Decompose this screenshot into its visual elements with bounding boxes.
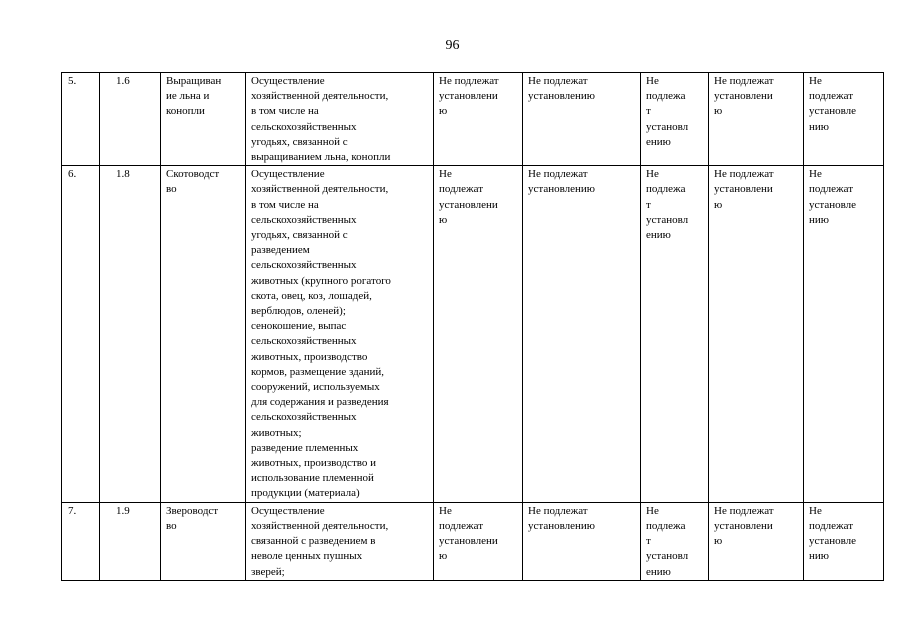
- table-row: [62, 73, 884, 166]
- parameter-cell-9: Не подлежат установле нию: [804, 166, 884, 502]
- use-code-cell: 1.8: [100, 166, 161, 502]
- parameter-cell-8: Не подлежат установлени ю: [709, 166, 804, 502]
- parameter-cell-8: Не подлежат установлени ю: [709, 502, 804, 580]
- parameter-cell-5: Не подлежат установлени ю: [434, 73, 523, 166]
- use-code-cell: 1.6: [100, 73, 161, 166]
- use-description-cell: Осуществление хозяйственной деятельности, связанной с разведением в неволе ценных пушных зверей;: [246, 502, 434, 580]
- row-number-cell: 5.: [62, 73, 100, 166]
- parameter-cell-6: Не подлежат установлению: [523, 166, 641, 502]
- use-code-cell: 1.9: [100, 502, 161, 580]
- page-number: 96: [445, 38, 460, 53]
- table-row: [62, 502, 884, 580]
- parameter-cell-7: Не подлежа т установл ению: [641, 502, 709, 580]
- use-name-cell: Звероводст во: [161, 502, 246, 580]
- use-name-cell: Выращиван ие льна и конопли: [161, 73, 246, 166]
- table-row: [62, 166, 884, 502]
- row-number-cell: 6.: [62, 166, 100, 502]
- use-description-cell: Осуществление хозяйственной деятельности, в том числе на сельскохозяйственных угодьях, связанной с разведением сельскохозяйственных животных (крупного рогатого скота, овец, коз, лошадей, верблюдов, оленей); сенокошение, выпас сельскохозяйственных животных, производство кормов, размещение зданий, сооружений, используемых для содержания и разведения сельскохозяйственных животных; разведение племенных животных, производство и использование племенной продукции (материала): [246, 166, 434, 502]
- parameter-cell-5: Не подлежат установлени ю: [434, 166, 523, 502]
- parameter-cell-9: Не подлежат установле нию: [804, 502, 884, 580]
- use-description-cell: Осуществление хозяйственной деятельности, в том числе на сельскохозяйственных угодьях, связанной с выращиванием льна, конопли: [246, 73, 434, 166]
- parameter-cell-9: Не подлежат установле нию: [804, 73, 884, 166]
- parameter-cell-7: Не подлежа т установл ению: [641, 166, 709, 502]
- parameter-cell-6: Не подлежат установлению: [523, 73, 641, 166]
- parameter-cell-5: Не подлежат установлени ю: [434, 502, 523, 580]
- use-name-cell: Скотоводст во: [161, 166, 246, 502]
- land-use-table: [61, 72, 884, 581]
- row-number-cell: 7.: [62, 502, 100, 580]
- parameter-cell-6: Не подлежат установлению: [523, 502, 641, 580]
- parameter-cell-8: Не подлежат установлени ю: [709, 73, 804, 166]
- parameter-cell-7: Не подлежа т установл ению: [641, 73, 709, 166]
